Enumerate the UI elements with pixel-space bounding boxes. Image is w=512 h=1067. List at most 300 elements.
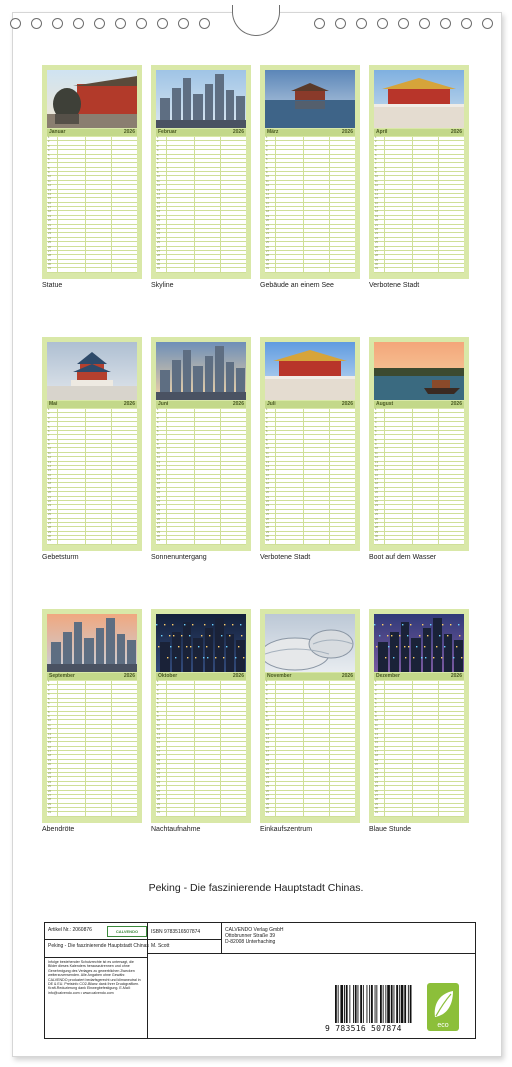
- month-name: April: [376, 129, 388, 135]
- day-row: 7: [47, 707, 137, 711]
- month-name: Januar: [49, 129, 66, 135]
- day-row: 3: [47, 146, 137, 150]
- day-row: 3: [374, 690, 464, 694]
- month-header: [156, 673, 246, 680]
- day-row: 21: [265, 225, 355, 229]
- month-year: 2026: [341, 401, 353, 407]
- day-row: 18: [374, 755, 464, 759]
- day-row: 29: [156, 260, 246, 264]
- day-row: 29: [374, 260, 464, 264]
- day-row: 11: [265, 453, 355, 457]
- day-row: 22: [374, 773, 464, 777]
- day-row: 9: [265, 172, 355, 176]
- day-row: 27: [265, 523, 355, 527]
- month-year: 2026: [123, 401, 135, 407]
- day-row: 30: [374, 264, 464, 268]
- month-year: 2026: [232, 673, 244, 679]
- month-year: 2026: [450, 673, 462, 679]
- month-photo-lion-statue: [47, 70, 137, 128]
- day-row: 7: [265, 707, 355, 711]
- day-row: 16: [374, 203, 464, 207]
- day-row: 19: [156, 216, 246, 220]
- day-row: 19: [156, 488, 246, 492]
- day-row: 2: [374, 413, 464, 417]
- day-row: 23: [156, 505, 246, 509]
- day-row: 12: [374, 185, 464, 189]
- day-row: 29: [374, 532, 464, 536]
- day-row: 24: [156, 782, 246, 786]
- day-row: 4: [47, 150, 137, 154]
- product-title: Peking - Die faszinierende Hauptstadt Chinas: [48, 943, 149, 949]
- photo-caption: Nachtaufnahme: [151, 826, 201, 833]
- day-row: 8: [374, 712, 464, 716]
- month-name: September: [49, 673, 75, 679]
- day-row: 14: [374, 194, 464, 198]
- month-year: 2026: [123, 673, 135, 679]
- day-grid: [374, 409, 464, 545]
- day-row: 10: [374, 720, 464, 724]
- binding-hole: [115, 18, 126, 29]
- day-row: 25: [156, 514, 246, 518]
- day-row: 16: [156, 475, 246, 479]
- day-row: 18: [265, 211, 355, 215]
- day-row: 29: [265, 260, 355, 264]
- day-row: 9: [47, 444, 137, 448]
- day-row: 5: [265, 427, 355, 431]
- day-row: 20: [47, 220, 137, 224]
- day-row: 19: [47, 760, 137, 764]
- day-row: 15: [374, 742, 464, 746]
- month-header: [374, 401, 464, 408]
- month-header: [374, 673, 464, 680]
- binding-hole: [178, 18, 189, 29]
- day-row: 5: [47, 427, 137, 431]
- day-row: 26: [374, 791, 464, 795]
- day-row: 8: [374, 440, 464, 444]
- day-row: 1: [47, 137, 137, 141]
- day-row: 11: [47, 453, 137, 457]
- day-row: 2: [156, 413, 246, 417]
- day-row: 29: [47, 260, 137, 264]
- info-panel: [44, 922, 476, 1039]
- month-september: [42, 609, 142, 823]
- day-row: 27: [265, 251, 355, 255]
- day-row: 18: [265, 755, 355, 759]
- day-row: 17: [265, 751, 355, 755]
- eco-badge: [427, 983, 459, 1031]
- day-row: 28: [47, 799, 137, 803]
- day-row: 14: [265, 738, 355, 742]
- day-row: 18: [156, 211, 246, 215]
- day-row: 28: [156, 255, 246, 259]
- month-photo-night-city: [156, 614, 246, 672]
- day-row: 8: [156, 712, 246, 716]
- day-row: 8: [265, 712, 355, 716]
- month-header: [156, 129, 246, 136]
- day-row: 27: [374, 795, 464, 799]
- calvendo-logo: CALVENDO: [107, 926, 147, 937]
- day-row: 23: [47, 777, 137, 781]
- day-row: 13: [265, 190, 355, 194]
- day-row: 24: [47, 510, 137, 514]
- day-row: 3: [374, 146, 464, 150]
- month-photo-shopping-mall: [265, 614, 355, 672]
- day-row: 7: [156, 707, 246, 711]
- day-row: 18: [374, 483, 464, 487]
- month-header: [156, 401, 246, 408]
- day-grid: [156, 137, 246, 273]
- day-row: 25: [156, 786, 246, 790]
- day-row: 1: [265, 409, 355, 413]
- day-row: 4: [374, 694, 464, 698]
- day-row: 17: [265, 479, 355, 483]
- day-row: 11: [47, 181, 137, 185]
- day-row: 15: [265, 742, 355, 746]
- day-row: 2: [265, 413, 355, 417]
- day-row: 26: [374, 247, 464, 251]
- month-photo-forbidden-city-gate: [265, 342, 355, 400]
- day-row: 14: [374, 738, 464, 742]
- binding-hole: [398, 18, 409, 29]
- day-grid: [374, 137, 464, 273]
- day-row: 7: [374, 163, 464, 167]
- day-row: 29: [47, 532, 137, 536]
- day-row: 20: [374, 220, 464, 224]
- day-row: 24: [265, 510, 355, 514]
- day-row: 5: [156, 427, 246, 431]
- day-row: 10: [47, 448, 137, 452]
- day-row: 9: [156, 444, 246, 448]
- day-row: 16: [47, 475, 137, 479]
- day-row: 30: [374, 808, 464, 812]
- month-year: 2026: [232, 129, 244, 135]
- day-row: 2: [47, 141, 137, 145]
- day-grid: [265, 137, 355, 273]
- day-row: 26: [265, 247, 355, 251]
- day-row: 29: [156, 804, 246, 808]
- day-row: 22: [47, 501, 137, 505]
- day-row: 19: [156, 760, 246, 764]
- day-grid: [265, 681, 355, 817]
- day-row: 25: [47, 514, 137, 518]
- day-row: 13: [156, 190, 246, 194]
- day-row: 20: [265, 492, 355, 496]
- eco-label: eco: [437, 1022, 449, 1029]
- day-row: 6: [374, 431, 464, 435]
- month-oktober: [151, 609, 251, 823]
- day-row: 11: [47, 725, 137, 729]
- photo-caption: Boot auf dem Wasser: [369, 554, 437, 561]
- day-row: 22: [265, 773, 355, 777]
- month-name: März: [267, 129, 279, 135]
- day-row: 22: [374, 229, 464, 233]
- day-row: 28: [265, 527, 355, 531]
- day-row: 22: [265, 501, 355, 505]
- day-row: 16: [374, 747, 464, 751]
- day-row: 10: [156, 448, 246, 452]
- day-row: 12: [156, 729, 246, 733]
- month-header: [374, 129, 464, 136]
- day-row: 2: [47, 685, 137, 689]
- day-row: 18: [47, 483, 137, 487]
- month-januar: [42, 65, 142, 279]
- month-photo-lake-building: [265, 70, 355, 128]
- day-row: 30: [156, 264, 246, 268]
- month-year: 2026: [341, 673, 353, 679]
- day-row: 29: [47, 804, 137, 808]
- day-row: 7: [265, 163, 355, 167]
- day-row: 16: [156, 203, 246, 207]
- day-row: 18: [156, 755, 246, 759]
- day-row: 6: [47, 159, 137, 163]
- day-row: 28: [265, 255, 355, 259]
- day-row: 10: [265, 720, 355, 724]
- day-row: 4: [156, 422, 246, 426]
- day-row: 11: [374, 453, 464, 457]
- day-row: 27: [47, 523, 137, 527]
- day-row: 4: [156, 150, 246, 154]
- day-row: 26: [265, 519, 355, 523]
- day-row: 16: [265, 203, 355, 207]
- photo-caption: Einkaufszentrum: [260, 826, 313, 833]
- day-row: 6: [156, 159, 246, 163]
- day-row: 22: [47, 229, 137, 233]
- day-row: 6: [374, 703, 464, 707]
- day-row: 14: [156, 194, 246, 198]
- day-row: 23: [374, 505, 464, 509]
- day-row: 2: [156, 685, 246, 689]
- photo-caption: Statue: [42, 282, 63, 289]
- day-row: 19: [47, 216, 137, 220]
- month-photo-blue-hour: [374, 614, 464, 672]
- month-juli: [260, 337, 360, 551]
- day-row: 31: [47, 540, 137, 544]
- day-row: 22: [265, 229, 355, 233]
- day-row: 18: [374, 211, 464, 215]
- day-row: 14: [156, 466, 246, 470]
- day-row: 8: [47, 168, 137, 172]
- day-row: 30: [47, 264, 137, 268]
- day-row: 15: [156, 470, 246, 474]
- day-row: 4: [374, 422, 464, 426]
- day-row: 27: [47, 251, 137, 255]
- day-row: 17: [156, 479, 246, 483]
- month-photo-forbidden-city: [374, 70, 464, 128]
- publisher: CALVENDO Verlag GmbH: [225, 927, 284, 933]
- day-row: 3: [156, 418, 246, 422]
- day-row: 21: [374, 225, 464, 229]
- month-photo-skyline: [156, 70, 246, 128]
- month-header: [265, 673, 355, 680]
- day-row: 5: [47, 699, 137, 703]
- day-row: 15: [265, 198, 355, 202]
- day-row: 16: [47, 747, 137, 751]
- day-row: 21: [265, 769, 355, 773]
- day-row: 18: [156, 483, 246, 487]
- month-photo-temple-of-heaven: [47, 342, 137, 400]
- day-row: 18: [265, 483, 355, 487]
- day-row: 31: [265, 812, 355, 816]
- day-row: 30: [47, 808, 137, 812]
- day-row: 10: [265, 176, 355, 180]
- day-row: 22: [156, 501, 246, 505]
- photo-caption: Gebäude an einem See: [260, 282, 334, 289]
- day-row: 28: [156, 799, 246, 803]
- month-year: 2026: [450, 129, 462, 135]
- day-row: 21: [156, 497, 246, 501]
- day-row: 21: [47, 769, 137, 773]
- month-header: [47, 673, 137, 680]
- isbn: ISBN 9783516507874: [151, 929, 201, 935]
- day-row: 30: [156, 536, 246, 540]
- day-row: 31: [265, 540, 355, 544]
- day-row: 28: [47, 527, 137, 531]
- day-row: 3: [156, 146, 246, 150]
- day-row: 18: [47, 211, 137, 215]
- day-row: 13: [47, 190, 137, 194]
- day-row: 8: [156, 440, 246, 444]
- day-row: 10: [374, 176, 464, 180]
- day-row: 23: [156, 777, 246, 781]
- day-row: 8: [47, 712, 137, 716]
- month-november: [260, 609, 360, 823]
- day-row: 29: [265, 532, 355, 536]
- day-row: 13: [374, 462, 464, 466]
- day-row: 12: [265, 185, 355, 189]
- photo-caption: Verbotene Stadt: [260, 554, 311, 561]
- binding-hole: [314, 18, 325, 29]
- day-row: 31: [374, 812, 464, 816]
- day-row: 11: [374, 725, 464, 729]
- day-row: 13: [265, 462, 355, 466]
- day-row: 31: [156, 540, 246, 544]
- month-märz: [260, 65, 360, 279]
- barcode: [333, 985, 431, 1023]
- day-row: 2: [265, 685, 355, 689]
- day-row: 12: [374, 729, 464, 733]
- month-header: [47, 129, 137, 136]
- day-row: 30: [265, 264, 355, 268]
- day-row: 17: [156, 207, 246, 211]
- day-row: 30: [47, 536, 137, 540]
- day-row: 4: [47, 422, 137, 426]
- day-row: 11: [374, 181, 464, 185]
- day-row: 16: [265, 747, 355, 751]
- day-row: 24: [47, 782, 137, 786]
- day-row: 26: [156, 519, 246, 523]
- day-row: 21: [47, 225, 137, 229]
- day-row: 30: [265, 808, 355, 812]
- day-row: 23: [265, 233, 355, 237]
- day-row: 11: [156, 453, 246, 457]
- month-year: 2026: [232, 401, 244, 407]
- day-row: 5: [47, 155, 137, 159]
- day-row: 26: [374, 519, 464, 523]
- month-year: 2026: [123, 129, 135, 135]
- day-row: 31: [47, 268, 137, 272]
- publisher-street: Ottobrunner Straße 39: [225, 933, 276, 939]
- day-grid: [47, 137, 137, 273]
- day-row: 1: [47, 409, 137, 413]
- day-row: 27: [47, 795, 137, 799]
- day-row: 10: [47, 176, 137, 180]
- month-header: [265, 129, 355, 136]
- day-row: 12: [156, 185, 246, 189]
- day-row: 22: [374, 501, 464, 505]
- day-row: 24: [374, 238, 464, 242]
- day-row: 25: [47, 786, 137, 790]
- day-row: 3: [47, 418, 137, 422]
- day-row: 28: [265, 799, 355, 803]
- day-grid: [47, 681, 137, 817]
- day-row: 15: [47, 742, 137, 746]
- day-row: 21: [265, 497, 355, 501]
- day-row: 23: [156, 233, 246, 237]
- day-row: 5: [265, 155, 355, 159]
- day-row: 7: [374, 435, 464, 439]
- day-row: 7: [47, 163, 137, 167]
- day-row: 17: [374, 751, 464, 755]
- day-row: 25: [265, 786, 355, 790]
- day-row: 24: [156, 238, 246, 242]
- day-row: 16: [47, 203, 137, 207]
- day-row: 9: [47, 172, 137, 176]
- binding-hole: [199, 18, 210, 29]
- day-row: 29: [374, 804, 464, 808]
- day-row: 20: [156, 492, 246, 496]
- day-row: 26: [47, 519, 137, 523]
- day-row: 14: [47, 194, 137, 198]
- day-row: 6: [265, 431, 355, 435]
- day-row: 4: [265, 694, 355, 698]
- binding-hole: [94, 18, 105, 29]
- day-row: 3: [265, 146, 355, 150]
- author: M. Scott: [151, 943, 170, 949]
- day-row: 6: [374, 159, 464, 163]
- day-row: 8: [265, 168, 355, 172]
- day-row: 8: [156, 168, 246, 172]
- photo-caption: Sonnenuntergang: [151, 554, 207, 561]
- day-row: 20: [265, 220, 355, 224]
- day-row: 13: [265, 734, 355, 738]
- day-row: 19: [374, 488, 464, 492]
- day-row: 3: [47, 690, 137, 694]
- day-row: 14: [265, 194, 355, 198]
- day-row: 5: [156, 155, 246, 159]
- day-row: 8: [265, 440, 355, 444]
- day-row: 31: [374, 268, 464, 272]
- day-row: 20: [374, 492, 464, 496]
- day-row: 25: [265, 514, 355, 518]
- day-row: 11: [265, 181, 355, 185]
- day-grid: [265, 409, 355, 545]
- publisher-city: D-82008 Unterhaching: [225, 939, 276, 945]
- day-row: 25: [374, 514, 464, 518]
- day-row: 6: [265, 159, 355, 163]
- day-row: 12: [47, 185, 137, 189]
- barcode-digits: 9 783516 507874: [325, 1024, 402, 1033]
- day-row: 21: [156, 225, 246, 229]
- day-row: 24: [374, 510, 464, 514]
- legal-text: Infolge bestehender Schutzrechte ist es untersagt, die Bilder dieses Kalenders herauszutrennen und ohne Genehmigung des Verlages zu gewerblichen Zwecken weiterzuverwenden. Alle Angaben ohne Gewähr. CALVENDO produziert bedarfsgerecht und klimaneutral in DE & EU. Preisinfo CO2-Bilanz dank Ihrer Druckgrafiken. Kraft-Reduzierung dank Einwegbefestigung. E-Mail: info@calvendo.com • www.calvendo.com: [48, 960, 141, 995]
- binding-hole: [73, 18, 84, 29]
- day-row: 1: [265, 681, 355, 685]
- day-row: 24: [47, 238, 137, 242]
- day-row: 9: [374, 444, 464, 448]
- day-row: 13: [47, 462, 137, 466]
- month-mai: [42, 337, 142, 551]
- day-row: 13: [156, 462, 246, 466]
